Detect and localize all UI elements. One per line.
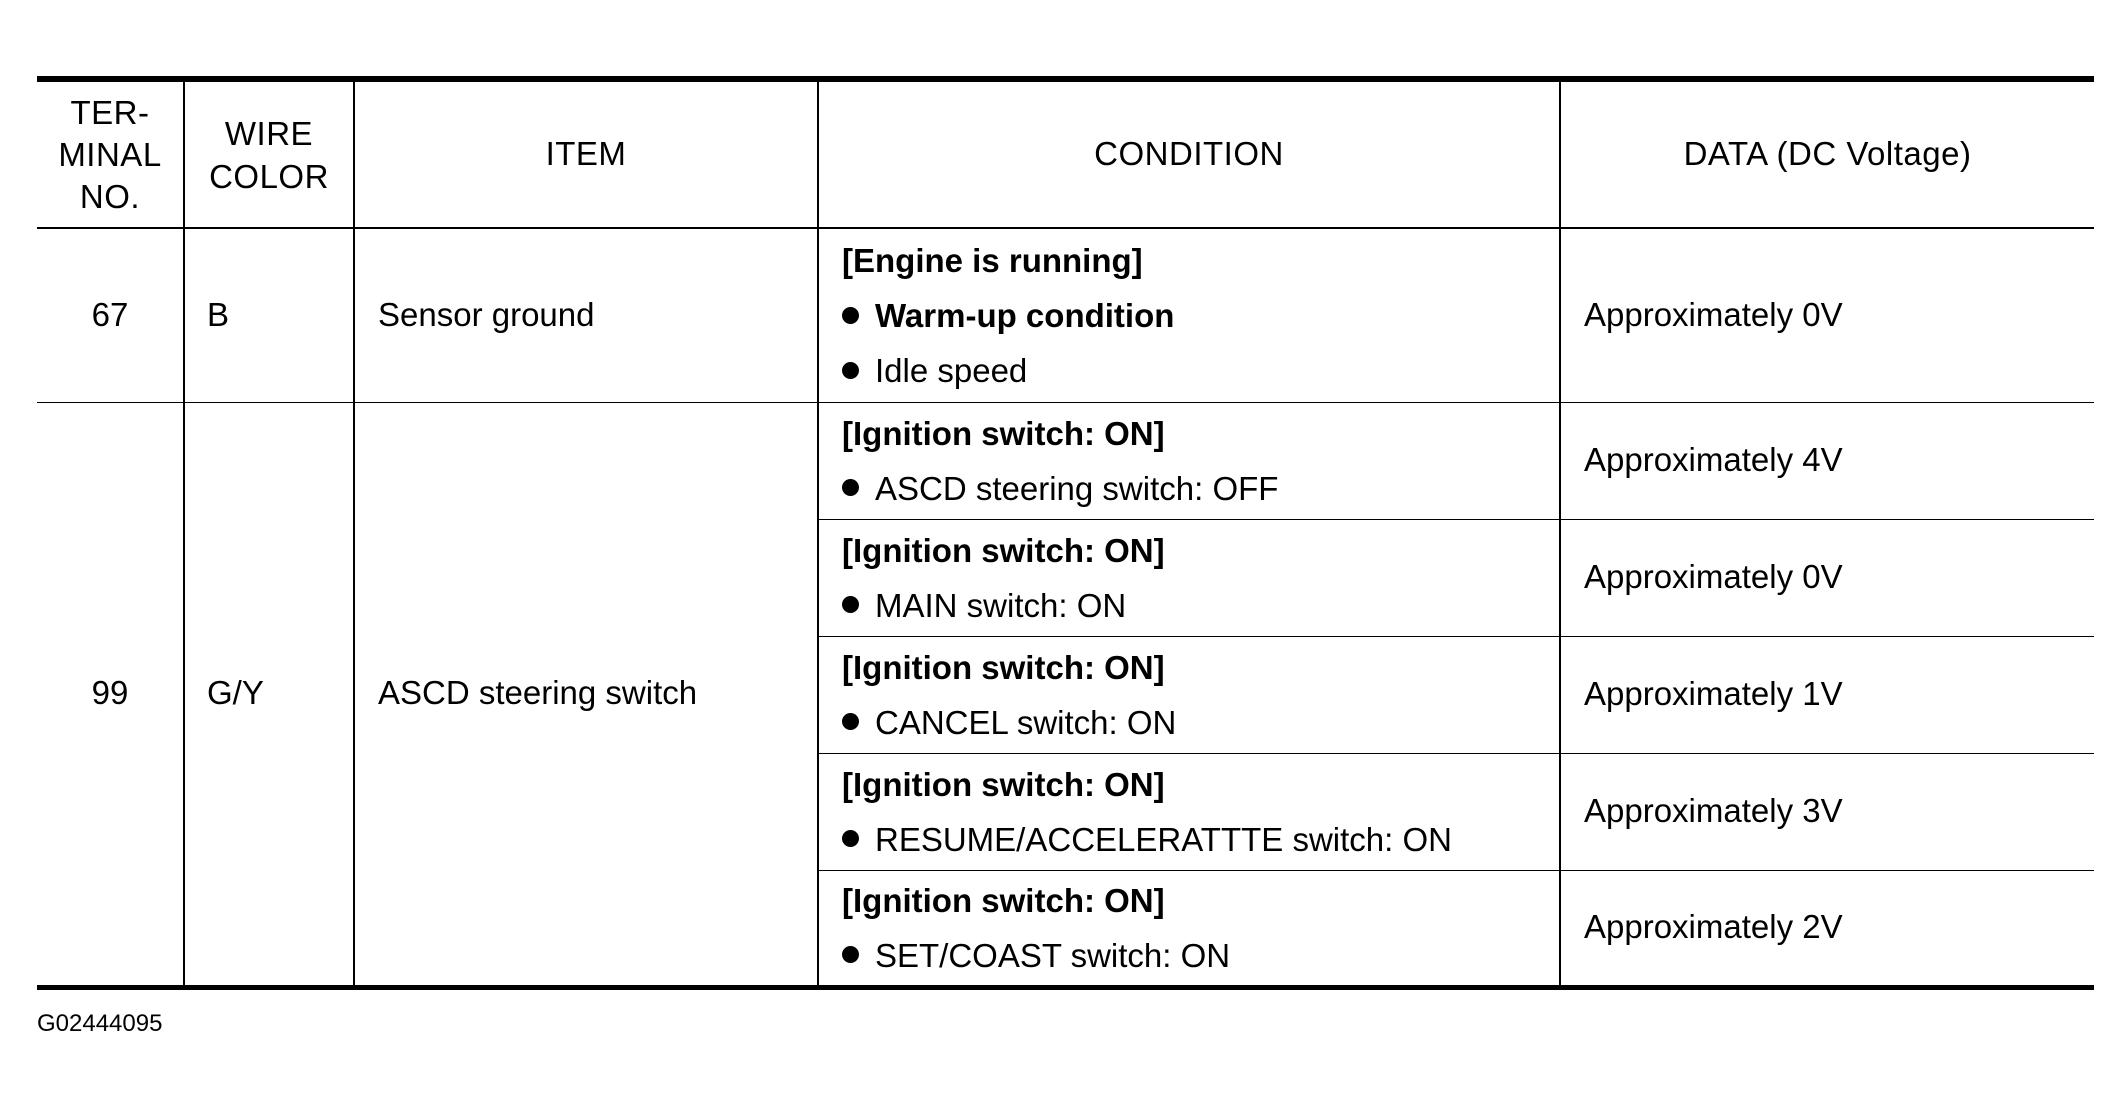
bullet-icon xyxy=(842,946,859,963)
data-value: Approximately 2V xyxy=(1560,870,2094,987)
header-terminal-no: TER- MINAL NO. xyxy=(37,79,184,228)
condition-bullet: Warm-up condition xyxy=(842,288,1559,343)
condition-heading: [Engine is running] xyxy=(842,241,1143,279)
data-value: Approximately 4V xyxy=(1560,402,2094,519)
wire-color: B xyxy=(184,228,354,402)
terminal-data-table xyxy=(37,76,2094,986)
header-wire-color: WIRE COLOR xyxy=(184,79,354,228)
table-row xyxy=(37,402,2094,519)
condition-bullet: ASCD steering switch: OFF xyxy=(842,461,1559,516)
bullet-icon xyxy=(842,596,859,613)
condition-bullet: RESUME/ACCELERATTTE switch: ON xyxy=(842,812,1559,867)
condition-bullet: CANCEL switch: ON xyxy=(842,695,1559,750)
condition-cell xyxy=(818,636,1560,753)
condition-heading: [Ignition switch: ON] xyxy=(842,648,1165,686)
condition-bullet: SET/COAST switch: ON xyxy=(842,928,1559,983)
data-value: Approximately 3V xyxy=(1560,753,2094,870)
header-condition: CONDITION xyxy=(818,79,1560,228)
terminal-number: 67 xyxy=(91,295,129,333)
condition-cell xyxy=(818,870,1560,987)
condition-cell xyxy=(818,519,1560,636)
wire-color: G/Y xyxy=(184,402,354,987)
bullet-icon xyxy=(842,830,859,847)
bullet-icon xyxy=(842,307,859,324)
condition-bullet: MAIN switch: ON xyxy=(842,578,1559,633)
condition-heading: [Ignition switch: ON] xyxy=(842,531,1165,569)
condition-heading: [Ignition switch: ON] xyxy=(842,881,1165,919)
condition-heading: [Ignition switch: ON] xyxy=(842,414,1165,452)
bullet-icon xyxy=(842,479,859,496)
condition-bullet: Idle speed xyxy=(842,343,1559,398)
item-name: Sensor ground xyxy=(354,228,818,402)
terminal-number: 99 xyxy=(37,402,184,987)
table-row xyxy=(37,228,2094,402)
data-value: Approximately 0V xyxy=(1560,228,2094,402)
figure-code: G02444095 xyxy=(37,1010,163,1037)
item-name: ASCD steering switch xyxy=(354,402,818,987)
data-value: Approximately 0V xyxy=(1560,519,2094,636)
header-item: ITEM xyxy=(354,79,818,228)
condition-cell xyxy=(818,402,1560,519)
header-data: DATA (DC Voltage) xyxy=(1560,79,2094,228)
condition-heading: [Ignition switch: ON] xyxy=(842,765,1165,803)
data-value: Approximately 1V xyxy=(1560,636,2094,753)
bullet-icon xyxy=(842,362,859,379)
condition-cell xyxy=(818,228,1560,402)
condition-cell xyxy=(818,753,1560,870)
bullet-icon xyxy=(842,713,859,730)
